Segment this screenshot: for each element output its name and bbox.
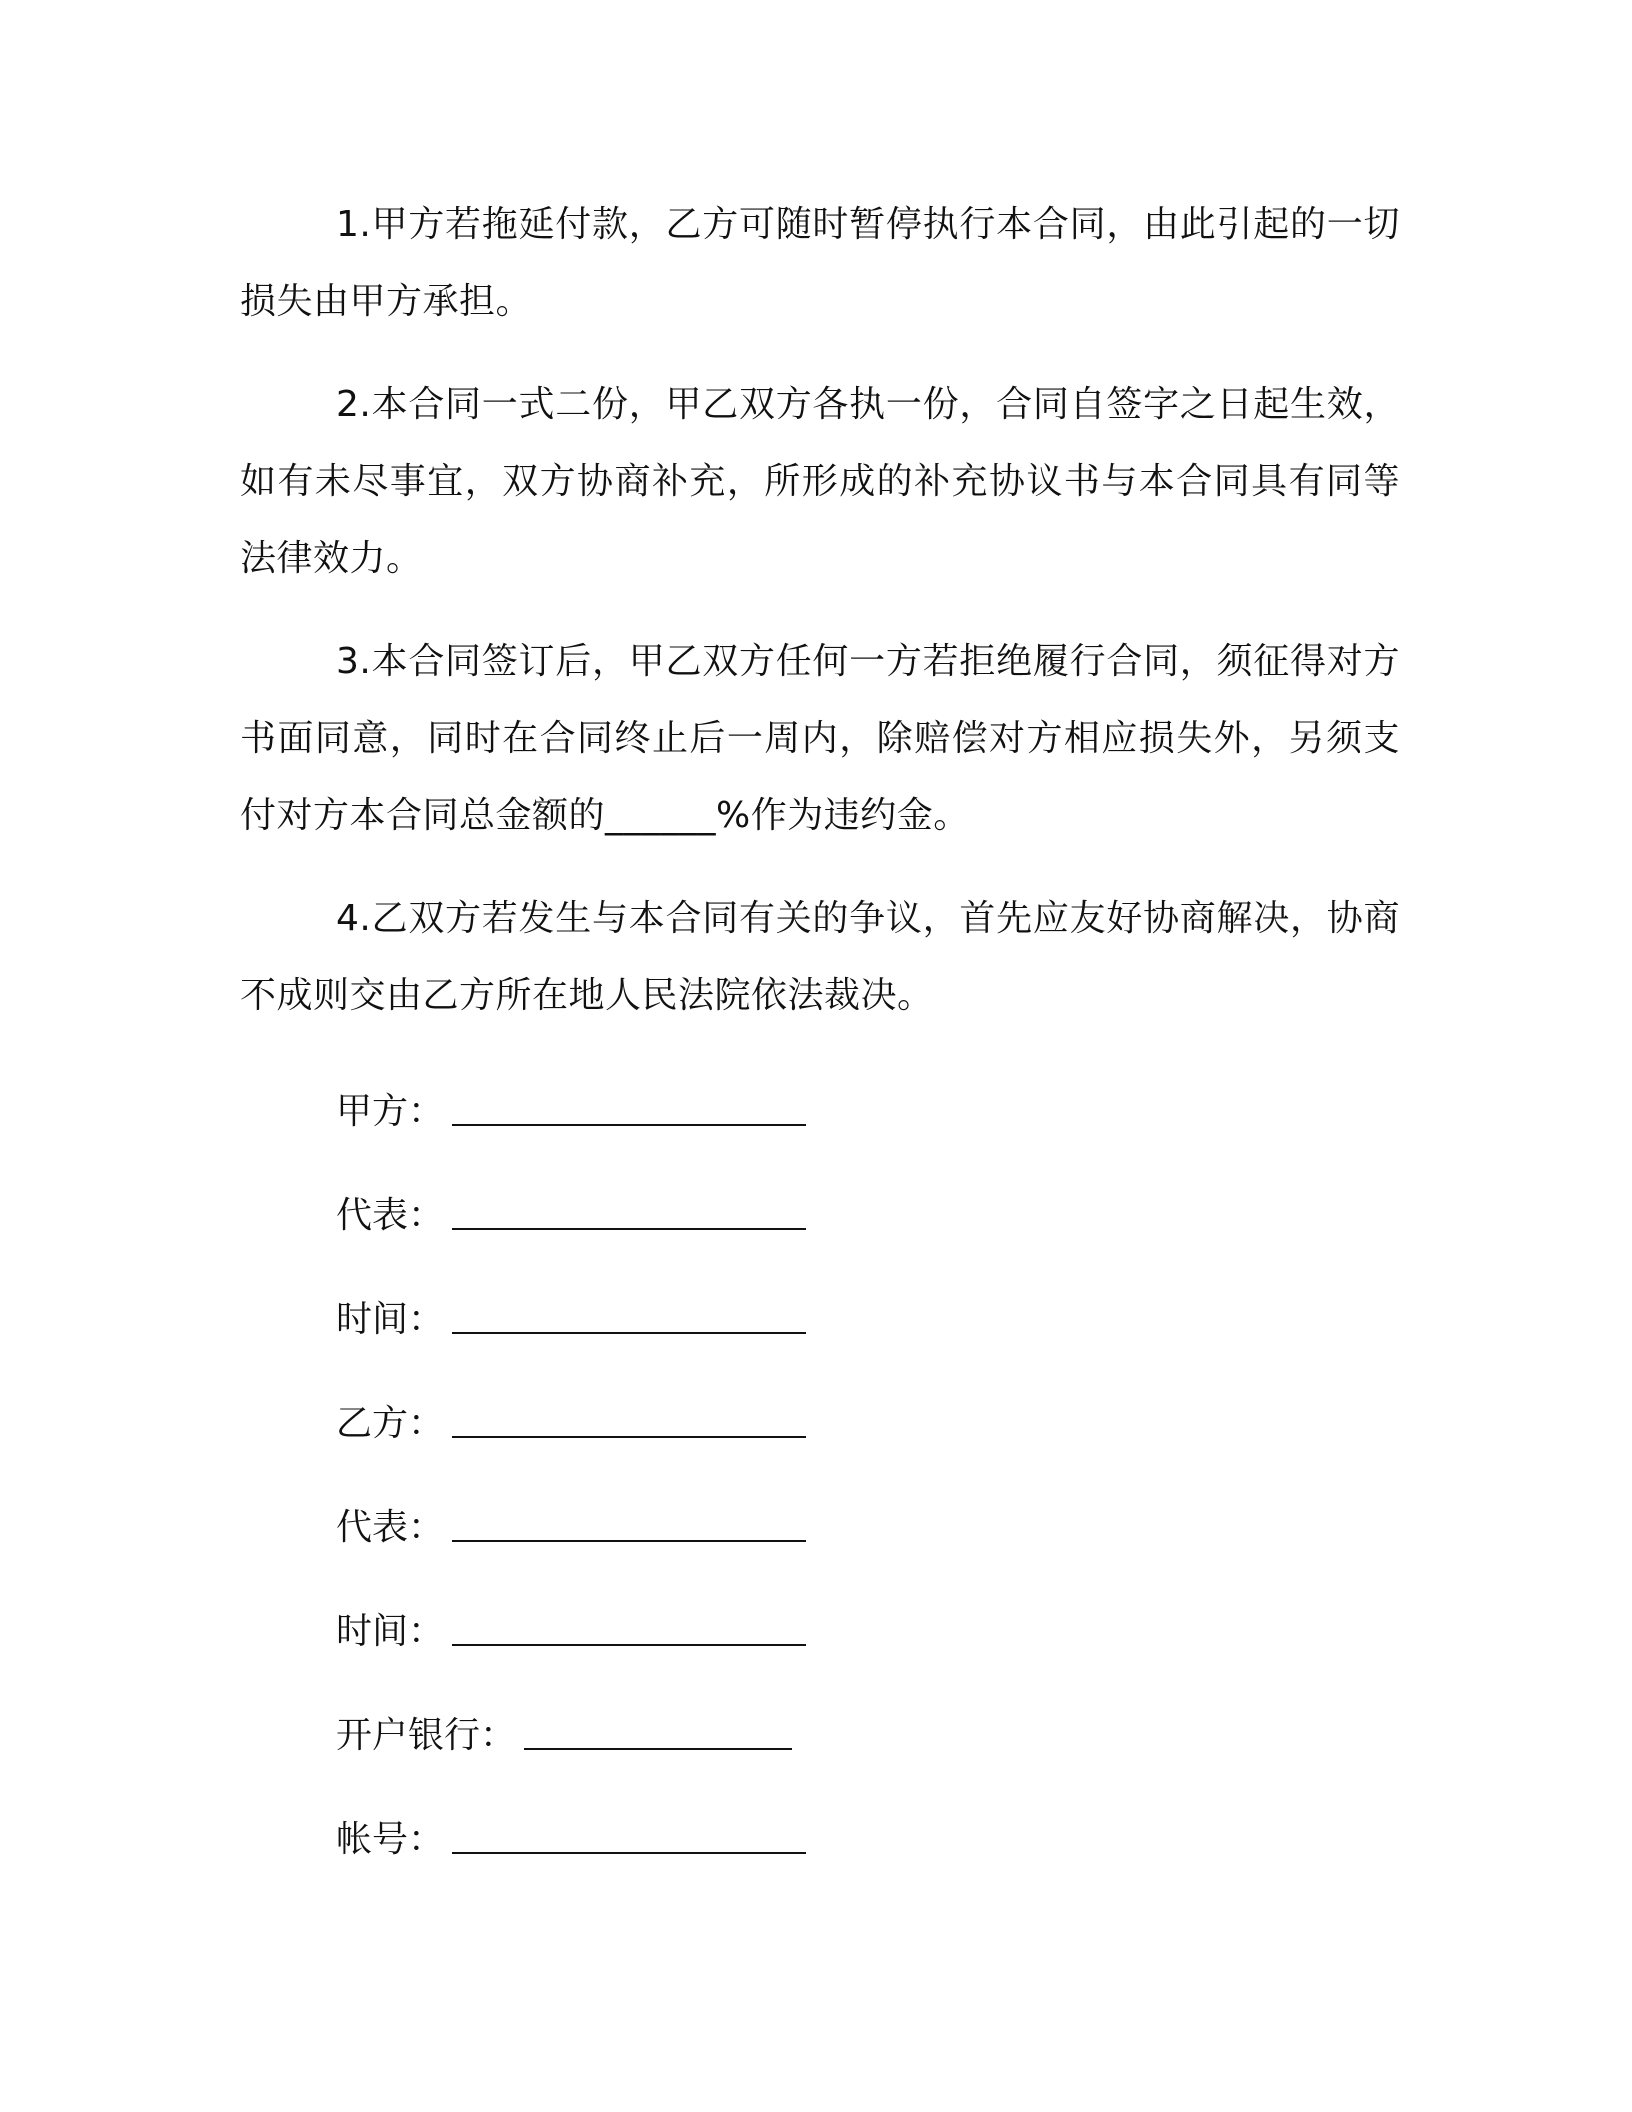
party-a-representative-field [336,1160,1336,1264]
party-b-field [336,1368,1336,1472]
party-b-representative-blank [452,1506,806,1542]
signature-block [336,1056,1336,1888]
party-b-date-label: 时间： [336,1610,445,1652]
bank-blank [524,1714,792,1750]
bank-label: 开户银行： [336,1714,517,1756]
party-b-date-blank [452,1610,806,1646]
party-b-date-field [336,1576,1336,1680]
clause-4: 4.乙双方若发生与本合同有关的争议，首先应友好协商解决，协商不成则交由乙方所在地人民法院依法裁决。 [240,898,1400,1016]
party-a-blank [452,1090,806,1126]
contract-clauses [240,186,1400,1060]
account-number-label: 帐号： [336,1818,445,1860]
party-a-representative-label: 代表： [336,1194,445,1236]
clause-3: 3.本合同签订后，甲乙双方任何一方若拒绝履行合同，须征得对方书面同意，同时在合同终止后一周内，除赔偿对方相应损失外，另须支付对方本合同总金额的______%作为违约金。 [240,641,1400,836]
clause-1: 1.甲方若拖延付款，乙方可随时暂停执行本合同，由此引起的一切损失由甲方承担。 [240,204,1400,322]
clause-2: 2.本合同一式二份，甲乙双方各执一份，合同自签字之日起生效，如有未尽事宜，双方协商补充，所形成的补充协议书与本合同具有同等法律效力。 [240,384,1400,579]
party-a-representative-blank [452,1194,806,1230]
account-number-blank [452,1818,806,1854]
party-a-date-field [336,1264,1336,1368]
bank-field [336,1680,1336,1784]
party-a-date-blank [452,1298,806,1334]
party-b-representative-label: 代表： [336,1506,445,1548]
party-a-field [336,1056,1336,1160]
party-a-label: 甲方： [336,1090,445,1132]
party-b-representative-field [336,1472,1336,1576]
party-b-label: 乙方： [336,1402,445,1444]
party-a-date-label: 时间： [336,1298,445,1340]
account-number-field [336,1784,1336,1888]
party-b-blank [452,1402,806,1438]
